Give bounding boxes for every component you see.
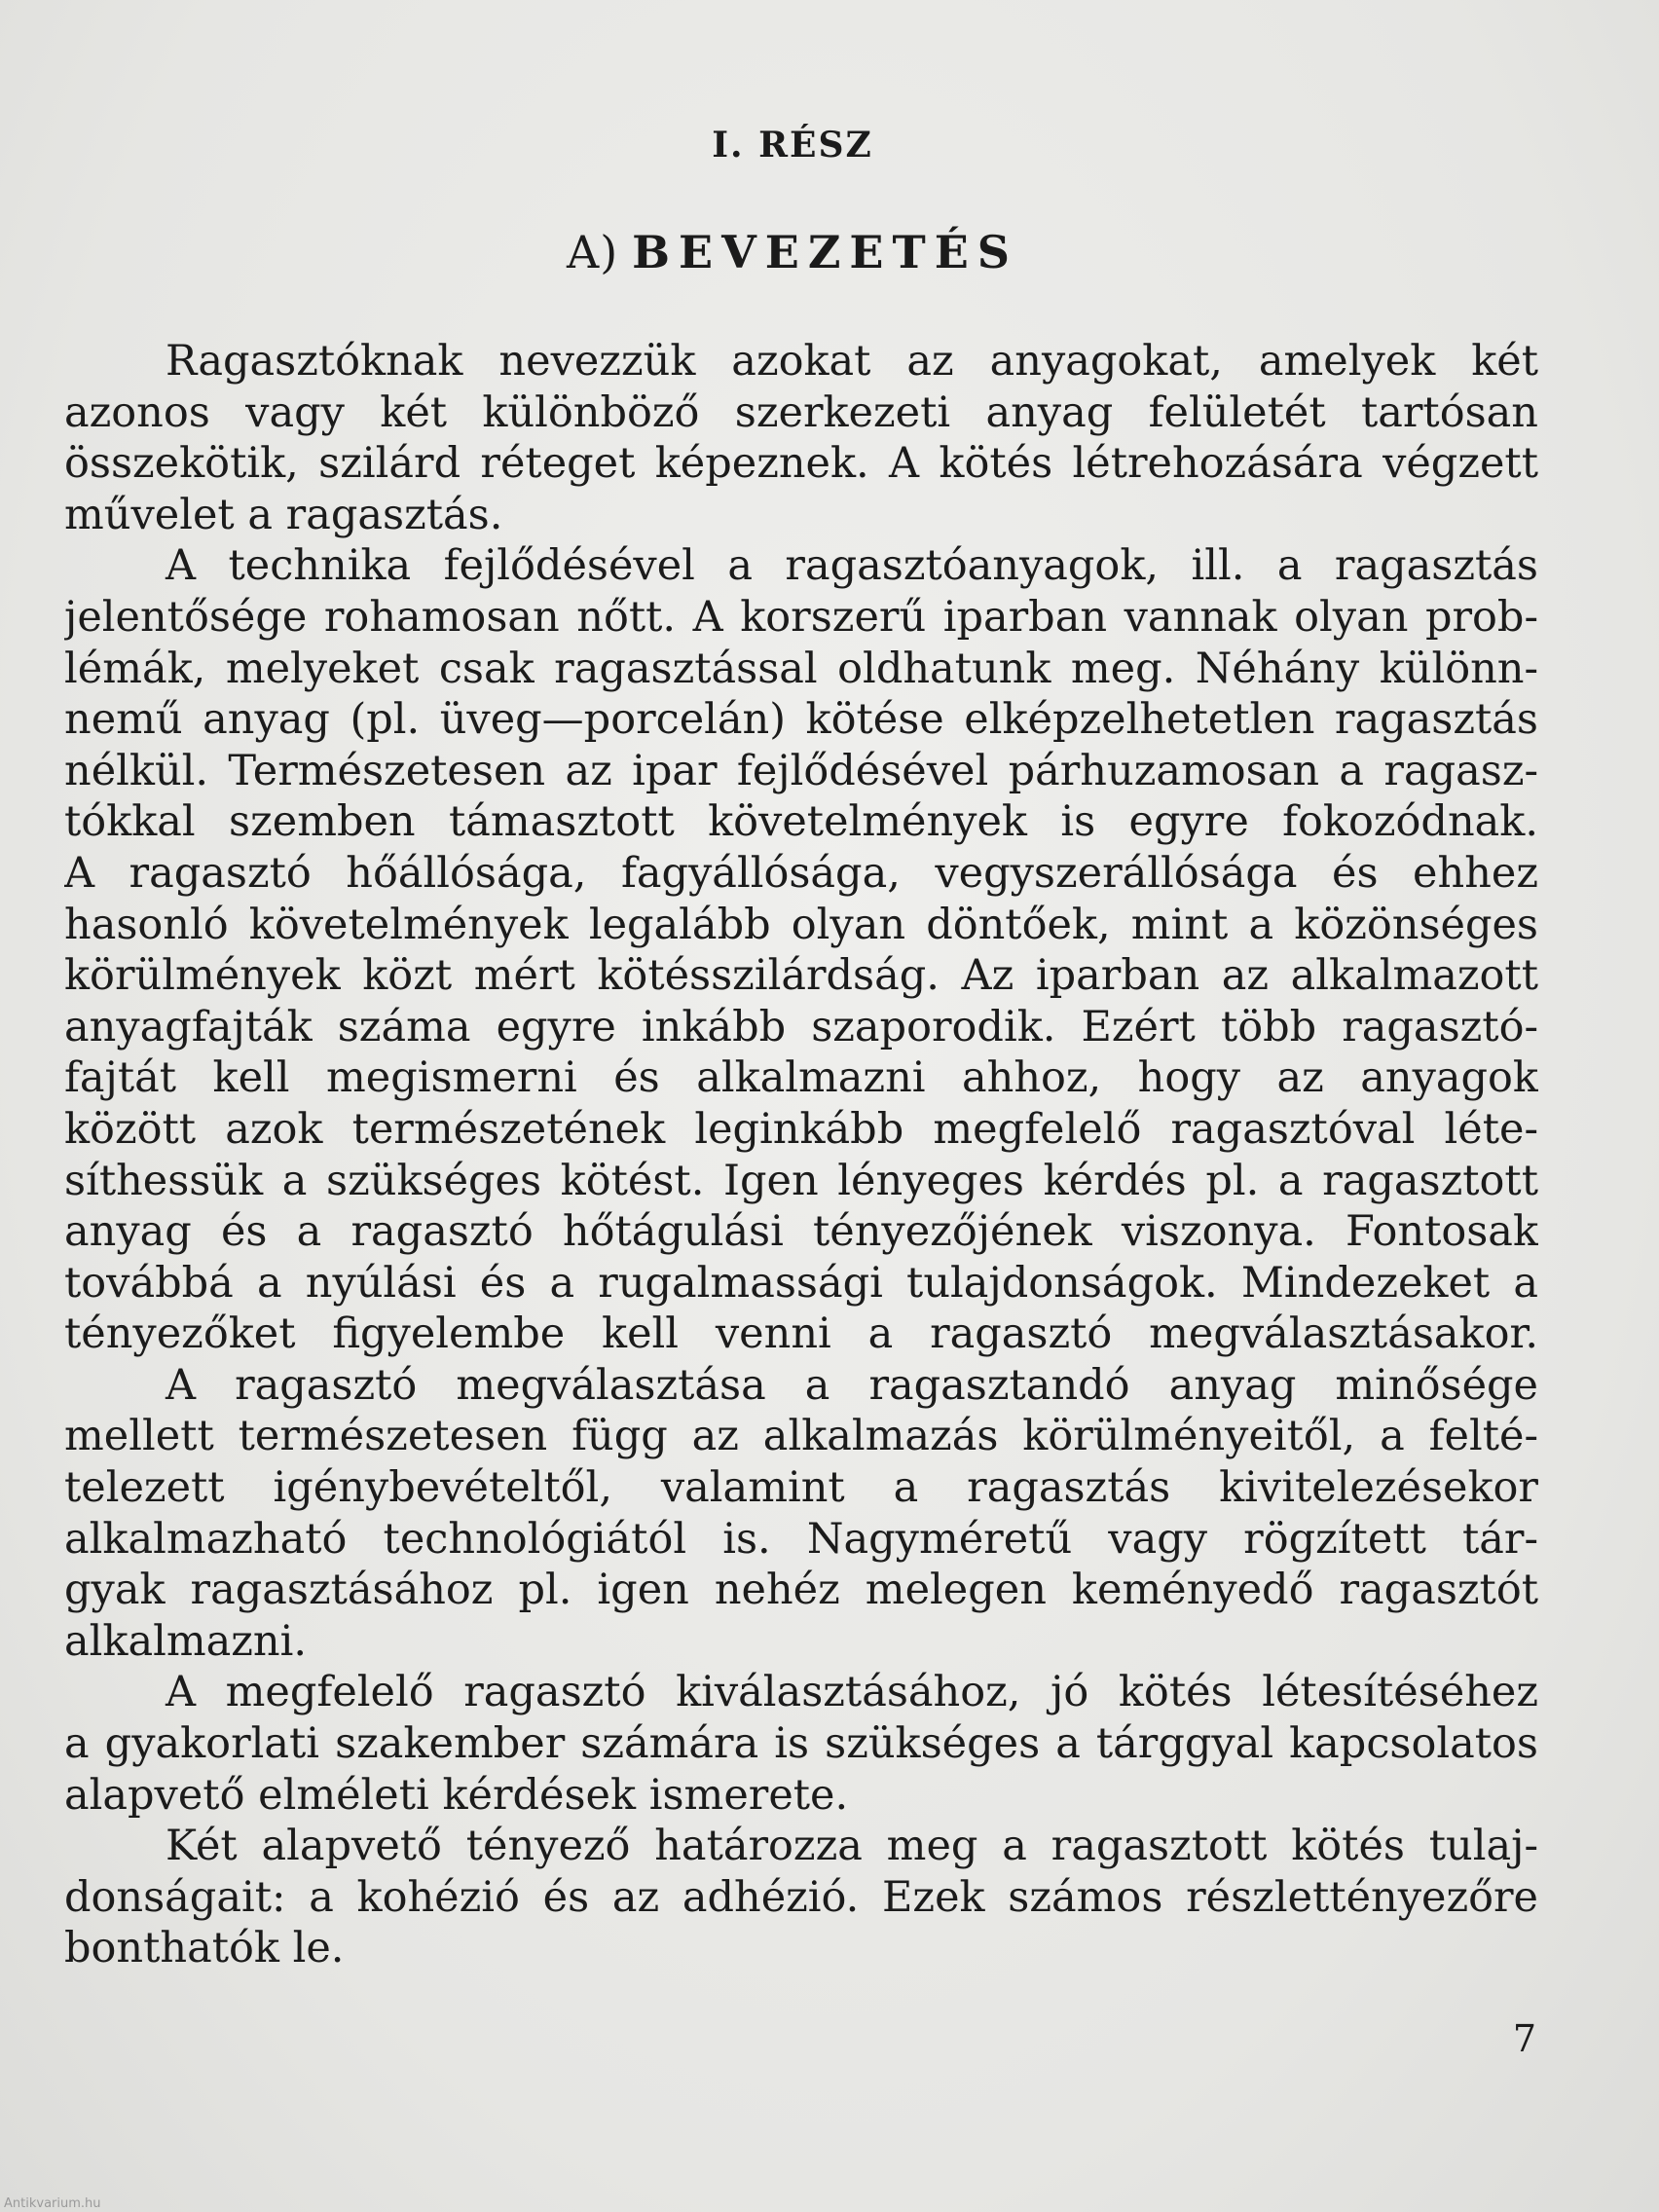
section-label: A) xyxy=(566,226,619,278)
body-text xyxy=(64,336,1538,1974)
text-line: síthessük a szükséges kötést. Igen lényeges kérdés pl. a ragasztott xyxy=(64,1156,1538,1205)
text-line: nélkül. Természetesen az ipar fejlődésével párhuzamosan a ragasz- xyxy=(64,746,1538,795)
text-line: A ragasztó hőállósága, fagyállósága, vegyszerállósága és ehhez xyxy=(64,848,1538,898)
text-line: nemű anyag (pl. üveg—porcelán) kötése elképzelhetetlen ragasztás xyxy=(64,695,1538,745)
text-line: művelet a ragasztás. xyxy=(64,490,503,539)
text-line: hasonló követelmények legalább olyan döntőek, mint a közönséges xyxy=(64,900,1538,949)
text-line: alkalmazni. xyxy=(64,1616,308,1666)
section-title: BEVEZETÉS xyxy=(632,226,1019,278)
text-line: tókkal szemben támasztott követelmények is egyre fokozódnak. xyxy=(64,797,1538,847)
part-heading: I. RÉSZ xyxy=(712,125,873,166)
text-line: bonthatók le. xyxy=(64,1924,345,1973)
text-line: mellett természetesen függ az alkalmazás körülményeitől, a felté- xyxy=(64,1412,1538,1461)
section-heading xyxy=(0,226,1585,278)
text-line: között azok természetének leginkább megfelelő ragasztóval léte- xyxy=(64,1104,1538,1154)
text-line: azonos vagy két különböző szerkezeti anyag felületét tartósan xyxy=(64,387,1538,437)
text-line: fajtát kell megismerni és alkalmazni ahhoz, hogy az anyagok xyxy=(64,1053,1538,1103)
text-line: jelentősége rohamosan nőtt. A korszerű iparban vannak olyan prob- xyxy=(64,592,1538,642)
text-line: A ragasztó megválasztása a ragasztandó anyag minősége xyxy=(166,1360,1538,1410)
text-line: anyag és a ragasztó hőtágulási tényezőjének viszonya. Fontosak xyxy=(64,1207,1538,1257)
text-line: alapvető elméleti kérdések ismerete. xyxy=(64,1770,849,1820)
text-line: körülmények közt mért kötésszilárdság. Az iparban az alkalmazott xyxy=(64,951,1538,1001)
text-line: telezett igénybevételtől, valamint a ragasztás kivitelezésekor xyxy=(64,1463,1538,1513)
page-number: 7 xyxy=(1512,2017,1536,2060)
text-line: tényezőket figyelembe kell venni a ragasztó megválasztásakor. xyxy=(64,1309,1538,1359)
text-line: gyak ragasztásához pl. igen nehéz melegen keményedő ragasztót xyxy=(64,1566,1538,1615)
text-line: alkalmazható technológiától is. Nagyméretű vagy rögzített tár- xyxy=(64,1514,1538,1564)
text-line: lémák, melyeket csak ragasztással oldhatunk meg. Néhány különn- xyxy=(64,644,1538,693)
text-line: A megfelelő ragasztó kiválasztásához, jó kötés létesítéséhez xyxy=(166,1668,1538,1717)
text-line: anyagfajták száma egyre inkább szaporodik. Ezért több ragasztó- xyxy=(64,1002,1538,1051)
watermark: Antikvarium.hu xyxy=(4,2196,101,2211)
text-line: összekötik, szilárd réteget képeznek. A kötés létrehozására végzett xyxy=(64,439,1538,489)
text-line: a gyakorlati szakember számára is szükséges a tárggyal kapcsolatos xyxy=(64,1719,1538,1769)
text-line: Két alapvető tényező határozza meg a ragasztott kötés tulaj- xyxy=(166,1822,1538,1871)
text-line: A technika fejlődésével a ragasztóanyagok, ill. a ragasztás xyxy=(166,541,1538,591)
text-line: Ragasztóknak nevezzük azokat az anyagokat, amelyek két xyxy=(166,337,1538,386)
text-line: továbbá a nyúlási és a rugalmassági tulajdonságok. Mindezeket a xyxy=(64,1258,1538,1308)
text-line: donságait: a kohézió és az adhézió. Ezek számos részlettényezőre xyxy=(64,1872,1538,1922)
